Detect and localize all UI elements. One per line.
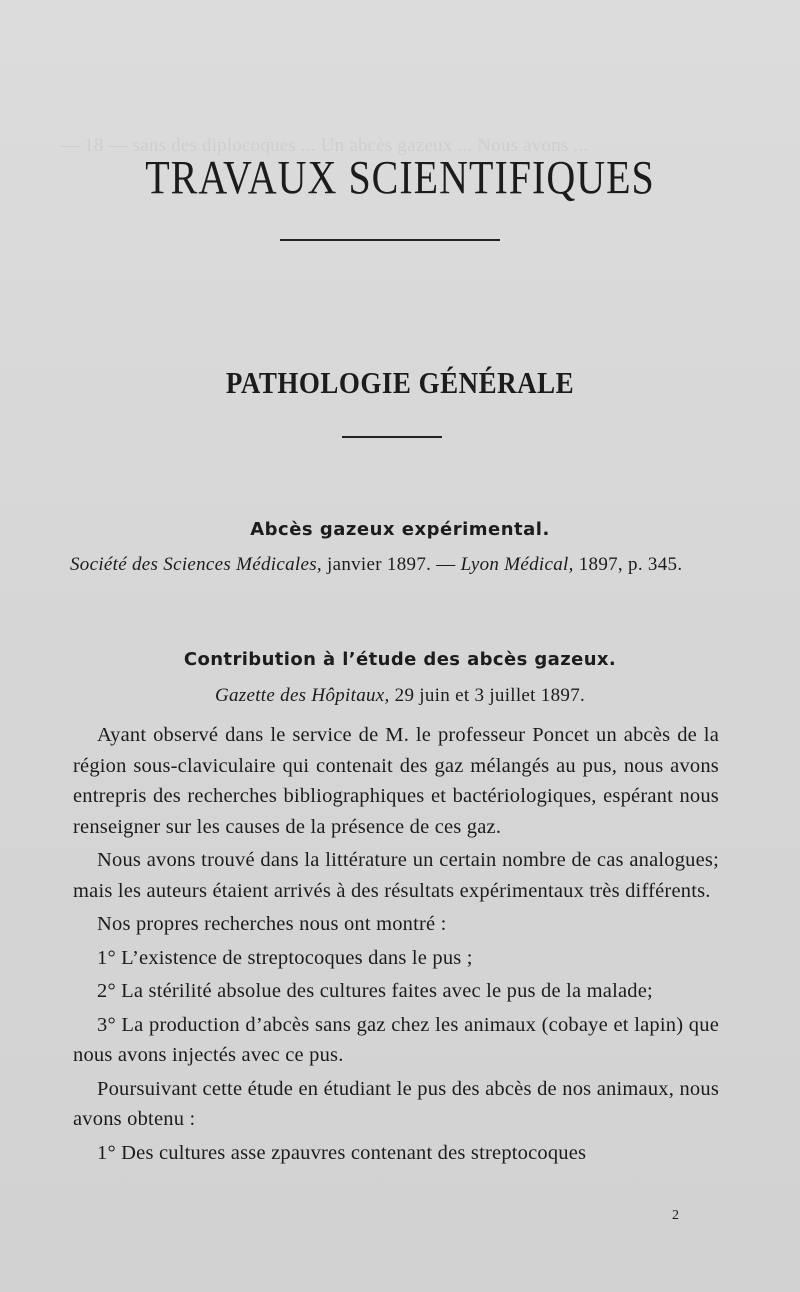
paragraph: Nous avons trouvé dans la littérature un certain nombre de cas analogues; mais les auteurs étaient arrivés à des résultats expérimentaux très différents.: [73, 849, 719, 902]
journal-name-2: Lyon Médical,: [460, 554, 574, 575]
article-source-2: [0, 685, 800, 707]
section-title: PATHOLOGIE GÉNÉRALE: [225, 366, 575, 400]
paragraph: Poursuivant cette étude en étudiant le pus des abcès de nos animaux, nous avons obtenu :: [73, 1077, 719, 1130]
page-title: TRAVAUX SCIENTIFIQUES: [145, 151, 655, 205]
article-date: 29 juin et 3 juillet 1897.: [389, 685, 586, 706]
article-title: Abcès gazeux expérimental.: [250, 519, 550, 540]
article-body: [73, 720, 719, 1168]
article-reference: 1897, p. 345.: [573, 554, 683, 575]
paragraph: Nos propres recherches nous ont montré :: [97, 913, 447, 935]
article-source: [70, 554, 740, 576]
journal-name: Société des Sciences Médicales,: [70, 554, 322, 575]
section-divider: [342, 436, 442, 438]
paragraph: 1° Des cultures asse zpauvres contenant des streptocoques: [97, 1141, 587, 1164]
page-number: 2: [672, 1208, 679, 1223]
journal-name: Gazette des Hôpitaux,: [214, 685, 390, 706]
paragraph: 2° La stérilité absolue des cultures faites avec le pus de la malade;: [97, 980, 653, 1002]
title-divider: [280, 239, 500, 241]
paragraph: Ayant observé dans le service de M. le professeur Poncet un abcès de la région sous-claviculaire qui contenait des gaz mélangés au pus, nous avons entrepris des recherches bibliographiques et bactériologiques, espérant nous renseigner sur les causes de la présence de ces gaz.: [73, 724, 719, 838]
bleed-through-line: — 18 — sans des diplocoques ... Un abcès gazeux ... Nous avons ...: [60, 135, 589, 156]
paragraph: 1° L’existence de streptocoques dans le pus ;: [97, 946, 473, 969]
article-date: janvier 1897. —: [321, 554, 461, 575]
paragraph: 3° La production d’abcès sans gaz chez les animaux (cobaye et lapin) que nous avons injectés avec ce pus.: [73, 1013, 719, 1066]
article-title-2: Contribution à l’étude des abcès gazeux.: [183, 649, 617, 670]
